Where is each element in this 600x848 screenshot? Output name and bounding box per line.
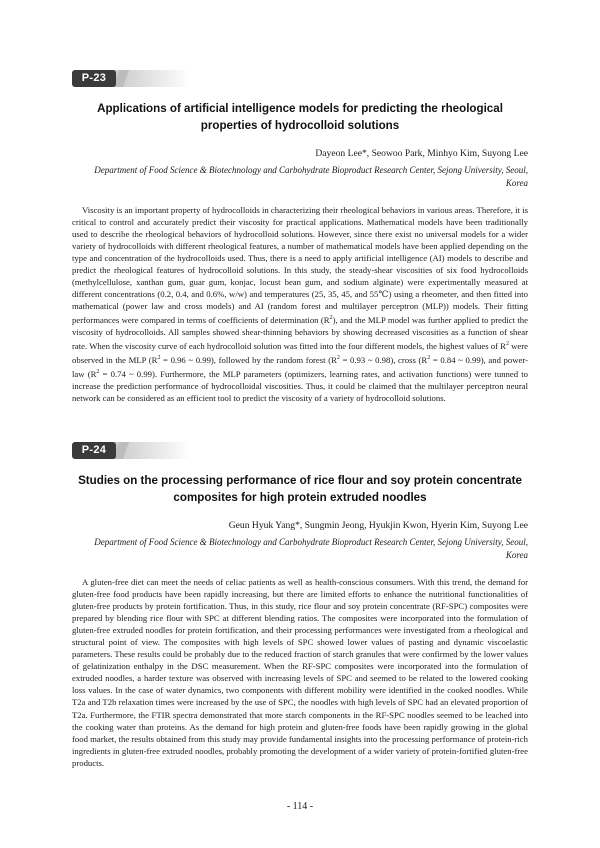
abstract-p23 <box>72 70 528 404</box>
abstract-body: A gluten-free diet can meet the needs of celiac patients as well as health-conscious consumers. With this trend, the demand for gluten-free food products have been rapidly increasing, but there are limited efforts to enhance the nutritional functionalities of gluten-free products by protein fortification. Thus, in this study, rice flour and soy protein concentrate (RF-SPC) composites were prepared by blending rice flour with SPC at different blending ratios. The composites were incorporated into the formulation of gluten-free extruded noodles for protein fortification, and their processing performances were investigated from a rheological and structural point of view. The composites with high levels of SPC showed lower values of pasting and dynamic viscoelastic parameters. These results could be probably due to the reduced fraction of starch granules that were confirmed by the lower values of gelatinization enthalpy in the DSC measurement. When the RF-SPC composites were incorporated into the formulation of extruded noodles, a harder texture was observed with increasing levels of SPC and seemed to be related to the lowered cooking loss values. In the case of water dynamics, two components with different mobility were identified in the cooked noodles. While T2a and T2b relaxation times were increased by the use of SPC, the noodles with high levels of SPC had an elevated proportion of T2a. Furthermore, the FTIR spectra demonstrated that more starch components in the RF-SPC noodles seemed to be leached into the cooking water than proteins. As the demand for high protein and gluten-free foods have been rapidly growing in the global food market, the results obtained from this study may provide fundamental insights into the processing performance of protein-rich ingredients in gluten-free extruded noodles, probably promoting the development of a wider variety of protein-fortified gluten-free products. <box>72 577 528 768</box>
abstract-text: Viscosity is an important property of hydrocolloids in characterizing their rheological behaviors in various areas. Therefore, it is critical to control and accurately predict their viscosity for practical applications. Mathematical models have been traditionally used to describe the rheological behaviors of hydrocolloid solutions. However, since there exist no universal models for a wider variety of hydrocolloids with different rheological features, a number of mathematical models have been applied depending on the type and concentration of the hydrocolloids used. Thus, there is a need to apply artificial intelligence (AI) models to describe and predict the rheological features of hydrocolloid solutions. In this study, the steady-shear viscosities of six food hydrocolloids (methylcellulose, xanthan gum, guar gum, konjac, locust bean gum, and sodium alginate) were experimentally measured at different concentrations (0.2, 0.4, and 0.6%, w/w) and temperatures (25, 35, 45, and 55℃) using a rheometer, and then fitted into mathematical (power law and cross models) and AI (random forest and multilayer perceptron (MLP)) models. Their fitting performances were compared in terms of coefficients of determination (R <box>72 205 528 326</box>
abstract-text: = 0.93 ~ 0.98), cross (R <box>339 355 428 366</box>
superscript: 2 <box>505 341 509 348</box>
superscript: 2 <box>336 355 340 362</box>
abstract-p24 <box>72 442 528 769</box>
abstract-title: Studies on the processing performance of rice flour and soy protein concentrate composites for high protein extruded noodles <box>78 474 522 504</box>
badge-label: P-23 <box>72 70 116 87</box>
authors: Geun Hyuk Yang*, Sungmin Jeong, Hyukjin Kwon, Hyerin Kim, Suyong Lee <box>228 520 528 531</box>
abstract-text: = 0.96 ~ 0.99), followed by the random forest (R <box>160 355 337 366</box>
badge-decoration <box>112 442 190 459</box>
superscript: 2 <box>96 369 100 376</box>
poster-badge <box>72 70 116 87</box>
superscript: 2 <box>329 315 333 322</box>
abstract-text: = 0.74 ~ 0.99). Furthermore, the MLP parameters (optimizers, learning rates, and activation functions) were tunned to increase the prediction performance of hydrocolloidal viscosities. Thus, it could be claimed that the multilayer perceptron neural network can be considered as an efficient tool to predict the viscosity of a variety of hydrocolloid solutions. <box>72 369 528 404</box>
superscript: 2 <box>427 355 431 362</box>
abstract-text: ), and the MLP model was further applied to predict the viscosity of hydrocolloids. All samples showed shear-thinning behaviors by showing decreased viscosities as a function of shear rate. When the viscosity curve of each hydrocolloid solution was fitted into the four different models, the highest values of R <box>72 315 529 352</box>
poster-badge <box>72 442 116 459</box>
abstract-title: Applications of artificial intelligence models for predicting the rheological properties of hydrocolloid solutions <box>97 102 503 132</box>
badge-label: P-24 <box>72 442 116 459</box>
abstract-body <box>72 204 528 404</box>
affiliation: Department of Food Science & Biotechnology and Carbohydrate Bioproduct Research Center, Sejong University, Seoul, Korea <box>94 165 528 188</box>
badge-decoration <box>112 70 190 87</box>
superscript: 2 <box>157 355 161 362</box>
abstract-text: = 0.84 ~ 0.99), and power-law (R <box>72 355 528 380</box>
affiliation: Department of Food Science & Biotechnology and Carbohydrate Bioproduct Research Center, Sejong University, Seoul, Korea <box>94 537 528 560</box>
page-number: - 114 - <box>286 801 314 812</box>
abstract-text: were observed in the MLP (R <box>72 341 529 366</box>
authors: Dayeon Lee*, Seowoo Park, Minhyo Kim, Suyong Lee <box>315 148 528 159</box>
